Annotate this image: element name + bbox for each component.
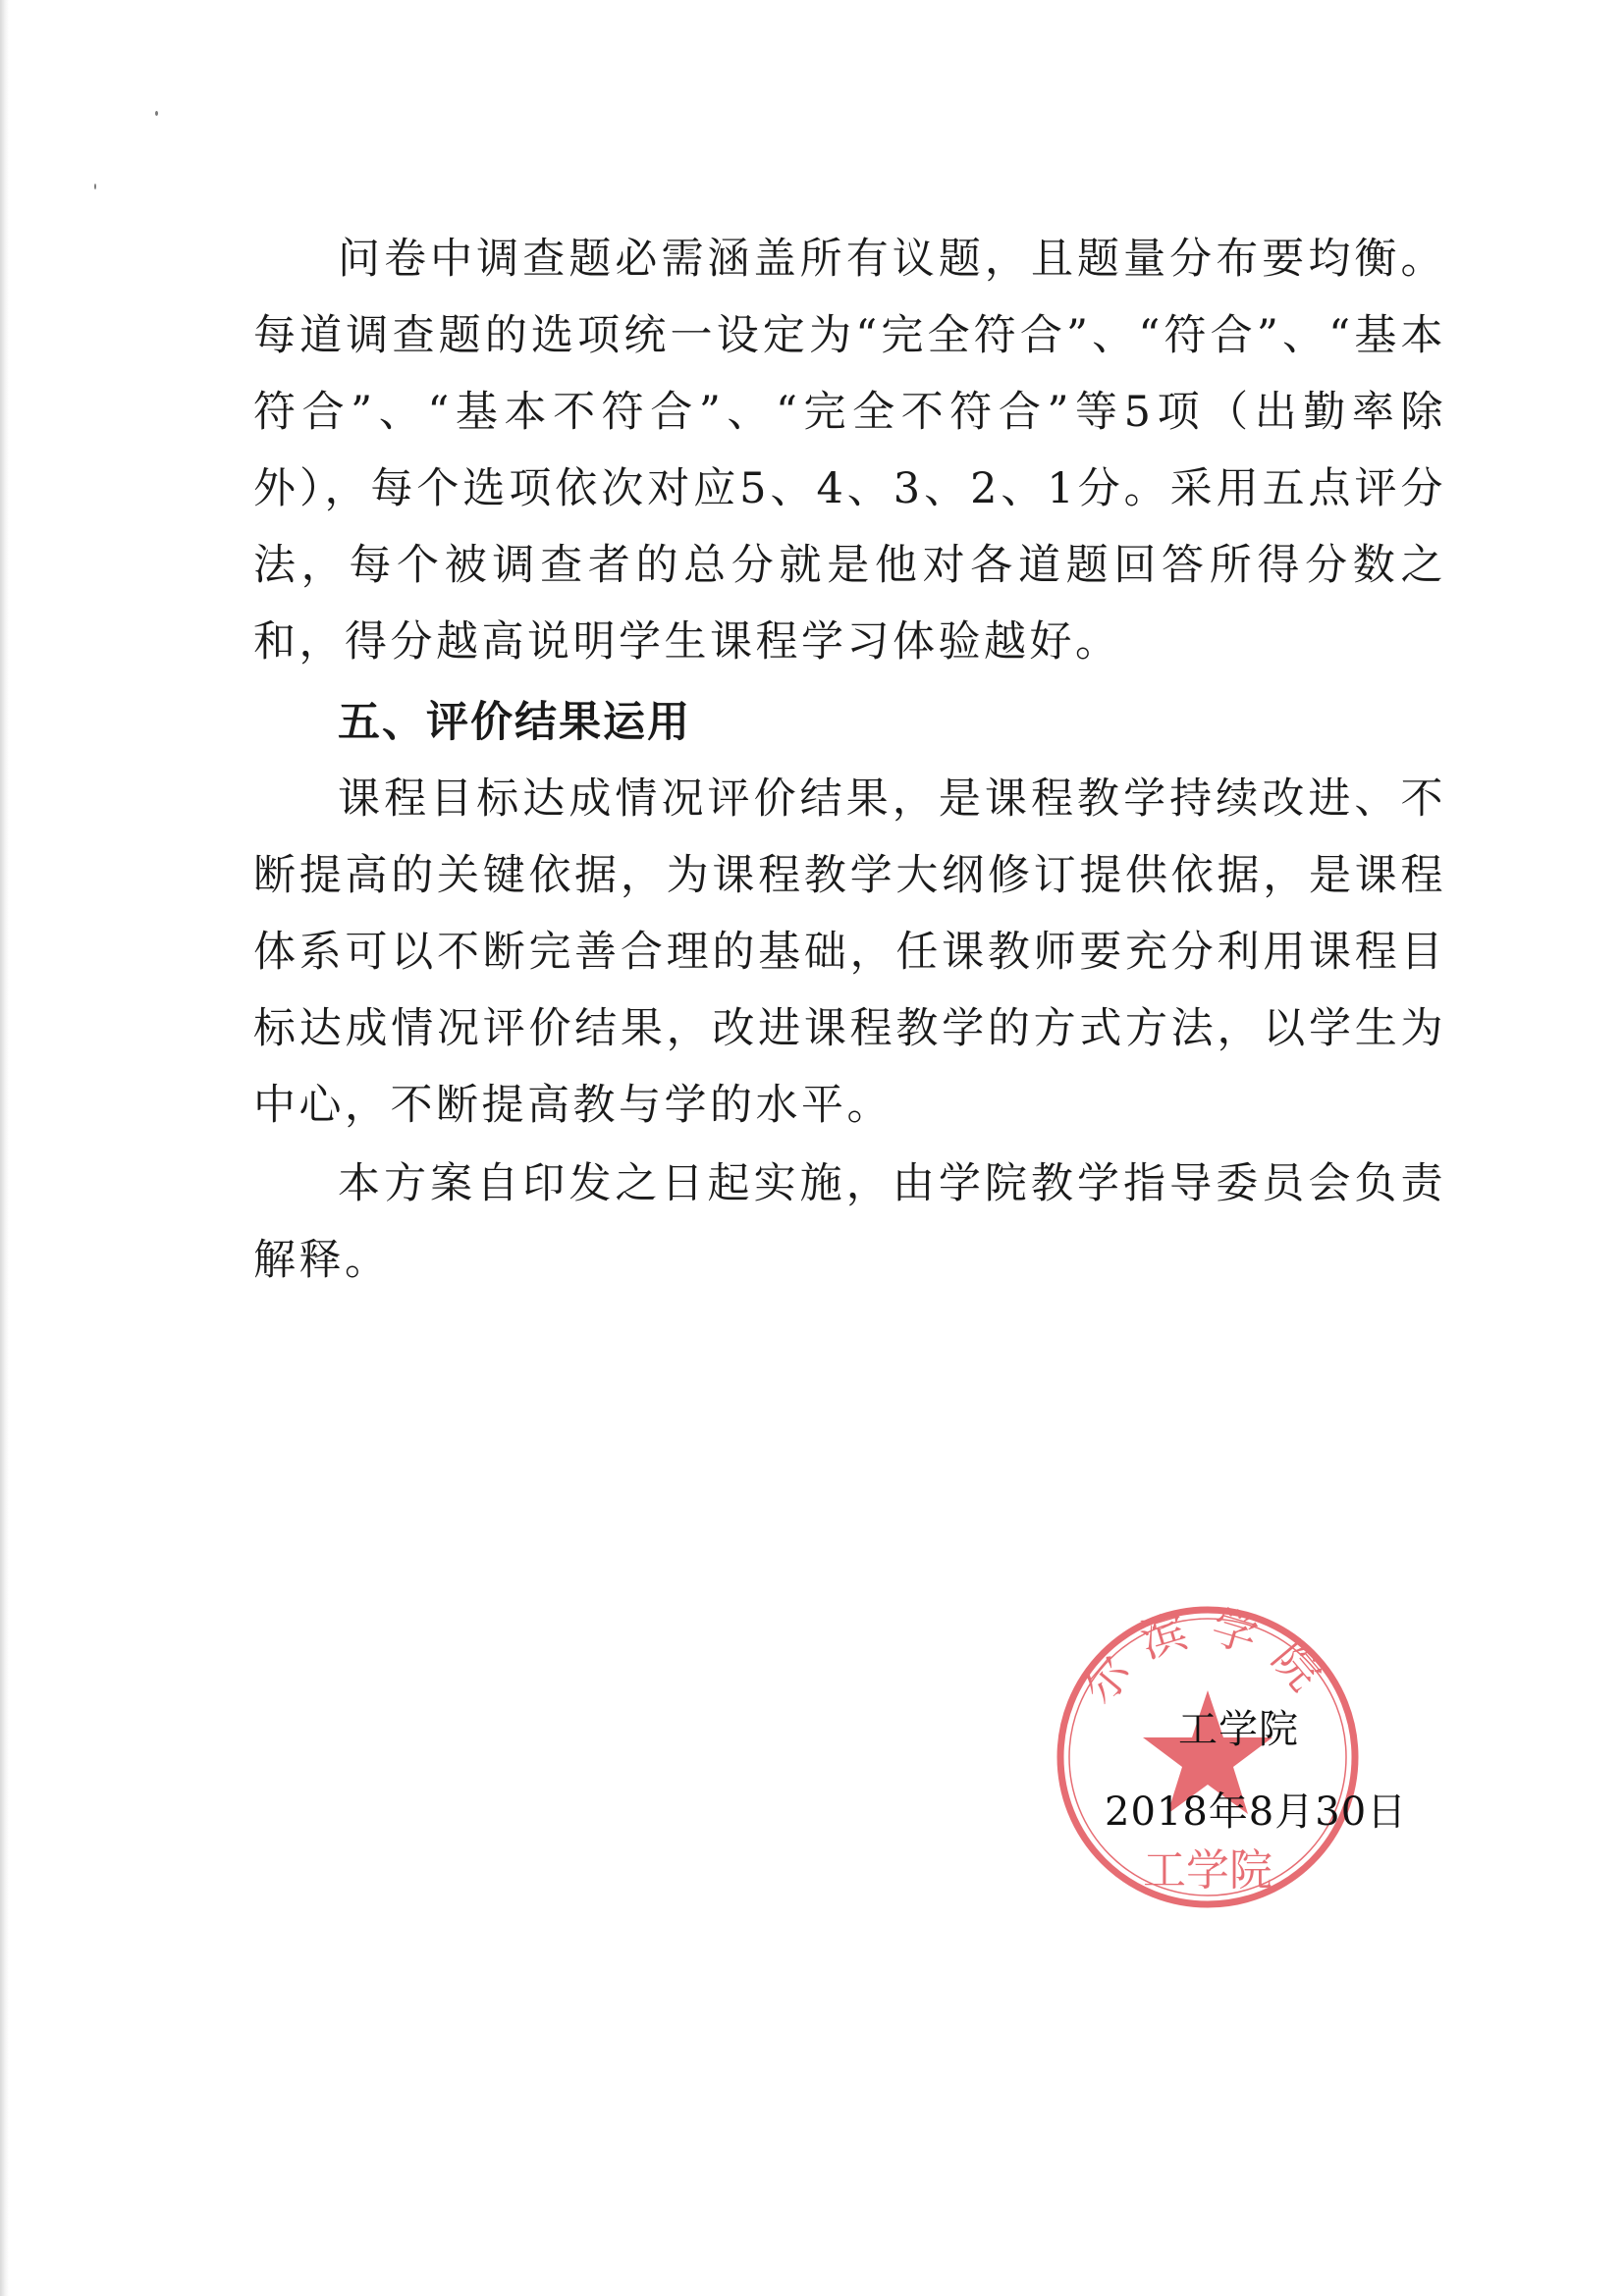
scan-speck: [155, 111, 158, 116]
signature-date: 2018年8月30日: [1105, 1789, 1408, 1835]
section-heading: 五、评价结果运用: [338, 698, 691, 747]
scan-speck: [94, 184, 96, 189]
paragraph-implementation: 本方案自印发之日起实施，由学院教学指导委员会负责解释。: [253, 1159, 1446, 1285]
scan-edge: [0, 0, 9, 2296]
official-seal: [1051, 1600, 1365, 1914]
paragraph-survey-scoring: 问卷中调查题必需涵盖所有议题，且题量分布要均衡。每道调查题的选项统一设定为“完全符合”、“符合”、“基本符合”、“基本不符合”、“完全不符合”等5项（出勤率除外），每个选项依次对应5、4、3、2、1分。采用五点评分法，每个被调查者的总分就是他对各道题回答所得分数之和，得分越高说明学生课程学习体验越好。: [253, 235, 1446, 667]
document-body: [253, 221, 1446, 1299]
seal-bottom-text: 工学院: [1143, 1845, 1272, 1896]
signature-block: [982, 1600, 1408, 1924]
signature-organization: 工学院: [1178, 1707, 1299, 1752]
seal-arc-text: 尔滨学院: [1072, 1600, 1343, 1714]
paragraph-results-application: 课程目标达成情况评价结果，是课程教学持续改进、不断提高的关键依据，为课程教学大纲修订提供依据，是课程体系可以不断完善合理的基础，任课教师要充分利用课程目标达成情况评价结果，改进课程教学的方式方法，以学生为中心，不断提高教与学的水平。: [253, 774, 1446, 1130]
